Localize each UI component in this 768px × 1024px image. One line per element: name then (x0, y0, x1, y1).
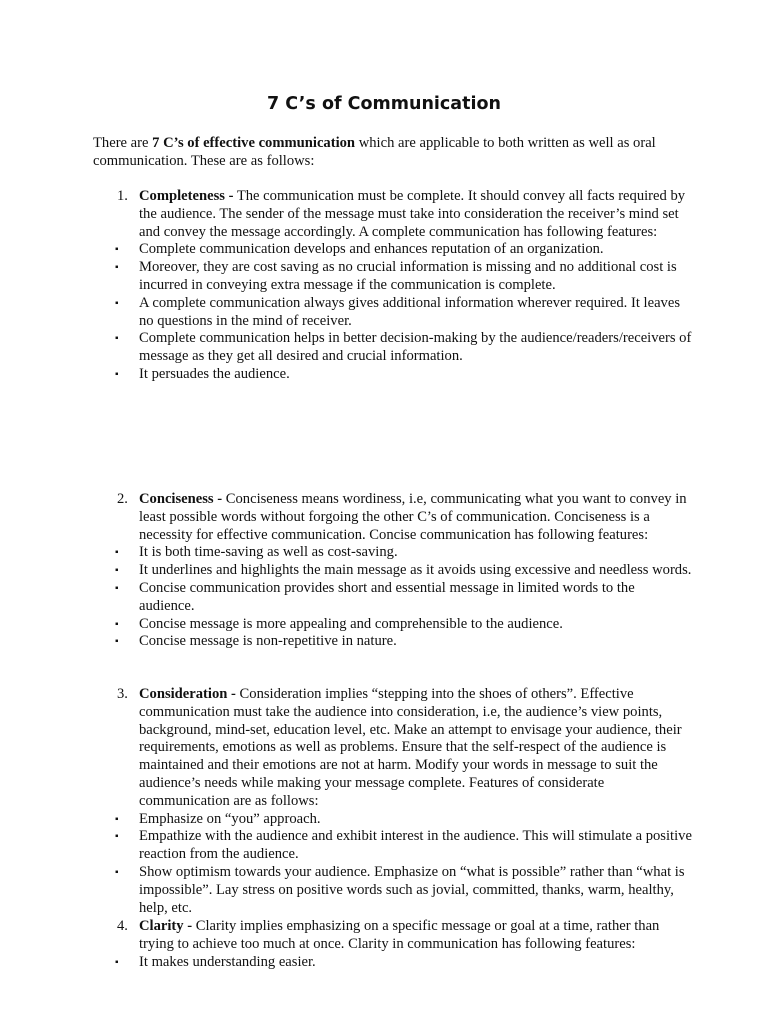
section-completeness (93, 188, 693, 384)
intro-paragraph (93, 134, 693, 170)
bullet-icon: ▪ (115, 831, 119, 843)
intro-text-end: which are applicable to both written as well as oral communication. These are as follows: (93, 135, 656, 169)
list-item: ▪ It makes understanding easier. (115, 953, 316, 970)
list-item: ▪ Emphasize on “you” approach. (115, 810, 321, 827)
section-conciseness (93, 491, 693, 651)
bullet-icon: ▪ (115, 636, 119, 648)
bullet-icon: ▪ (115, 618, 119, 630)
section-text: The communication must be complete. It should convey all facts required by the audience. The sender of the message must take into consideration the receiver’s mind set and convey the message accordingly. A complete communication has following features: (139, 188, 686, 240)
bullet-icon: ▪ (115, 244, 119, 256)
section-text: Conciseness means wordiness, i.e, communicating what you want to convey in least possible words without forgoing the other C’s of communication. Conciseness is a necessity for effective communication. Concise communication has following features: (139, 491, 687, 543)
section-number: 3. (117, 686, 128, 702)
bullet-icon: ▪ (115, 813, 119, 825)
bullet-icon: ▪ (115, 866, 119, 878)
section-heading: Consideration - (139, 686, 236, 702)
section-number: 1. (117, 188, 128, 204)
bullet-list (93, 544, 693, 651)
bullet-icon: ▪ (115, 565, 119, 577)
section-heading: Clarity - (139, 918, 193, 934)
section-number: 2. (117, 491, 128, 507)
bullet-list (93, 241, 693, 383)
list-item: ▪ Show optimism towards your audience. Emphasize on “what is possible” rather than “what is impossible”. Lay stress on positive words such as jovial, committed, thanks, warm, healthy, help, etc. (115, 863, 685, 916)
bullet-icon: ▪ (115, 368, 119, 380)
bullet-icon: ▪ (115, 262, 119, 274)
list-item: ▪ Concise message is more appealing and comprehensible to the audience. (115, 615, 563, 632)
section-clarity (93, 918, 693, 971)
bullet-icon: ▪ (115, 582, 119, 594)
list-item: ▪ It underlines and highlights the main message as it avoids using excessive and needless words. (115, 562, 692, 579)
bullet-icon: ▪ (115, 547, 119, 559)
list-item: ▪ Complete communication helps in better decision-making by the audience/readers/receivers of message as they get all desired and crucial information. (115, 330, 692, 365)
list-item: ▪ Concise communication provides short and essential message in limited words to the audience. (115, 579, 635, 614)
bullet-list (93, 811, 693, 918)
intro-emphasis: 7 C’s of effective communication (152, 135, 356, 151)
section-number: 4. (117, 918, 128, 934)
list-item: ▪ Complete communication develops and enhances reputation of an organization. (115, 241, 604, 258)
section-text: Consideration implies “stepping into the shoes of others”. Effective communication must take the audience into consideration, i.e, the audience’s view points, background, mind-set, education level, etc. Make an attempt to envisage your audience, their requirements, emotions as well as problems. Ensure that the self-respect of the audience is maintained and their emotions are not at harm. Modify your words in message to suit the audience’s needs while making your message complete. Features of considerate communication are as follows: (139, 686, 682, 809)
bullet-icon: ▪ (115, 956, 119, 968)
list-item: ▪ Empathize with the audience and exhibit interest in the audience. This will stimulate a positive reaction from the audience. (115, 828, 692, 863)
section-heading: Conciseness - (139, 491, 223, 507)
bullet-icon: ▪ (115, 333, 119, 345)
list-item: ▪ It persuades the audience. (115, 365, 290, 382)
section-text: Clarity implies emphasizing on a specific message or goal at a time, rather than trying to achieve too much at once. Clarity in communication has following features: (139, 918, 660, 952)
section-consideration (93, 686, 693, 917)
intro-text-start: There are (93, 135, 153, 151)
list-item: ▪ Moreover, they are cost saving as no crucial information is missing and no additional cost is incurred in conveying extra message if the communication is complete. (115, 259, 677, 293)
bullet-icon: ▪ (115, 297, 119, 309)
list-item: ▪ It is both time-saving as well as cost-saving. (115, 544, 398, 561)
list-item: ▪ Concise message is non-repetitive in nature. (115, 633, 397, 650)
bullet-list (93, 954, 693, 972)
section-heading: Completeness - (139, 188, 234, 204)
page-title: 7 C’s of Communication (267, 94, 501, 114)
list-item: ▪ A complete communication always gives additional information wherever required. It leaves no questions in the mind of receiver. (115, 294, 681, 329)
